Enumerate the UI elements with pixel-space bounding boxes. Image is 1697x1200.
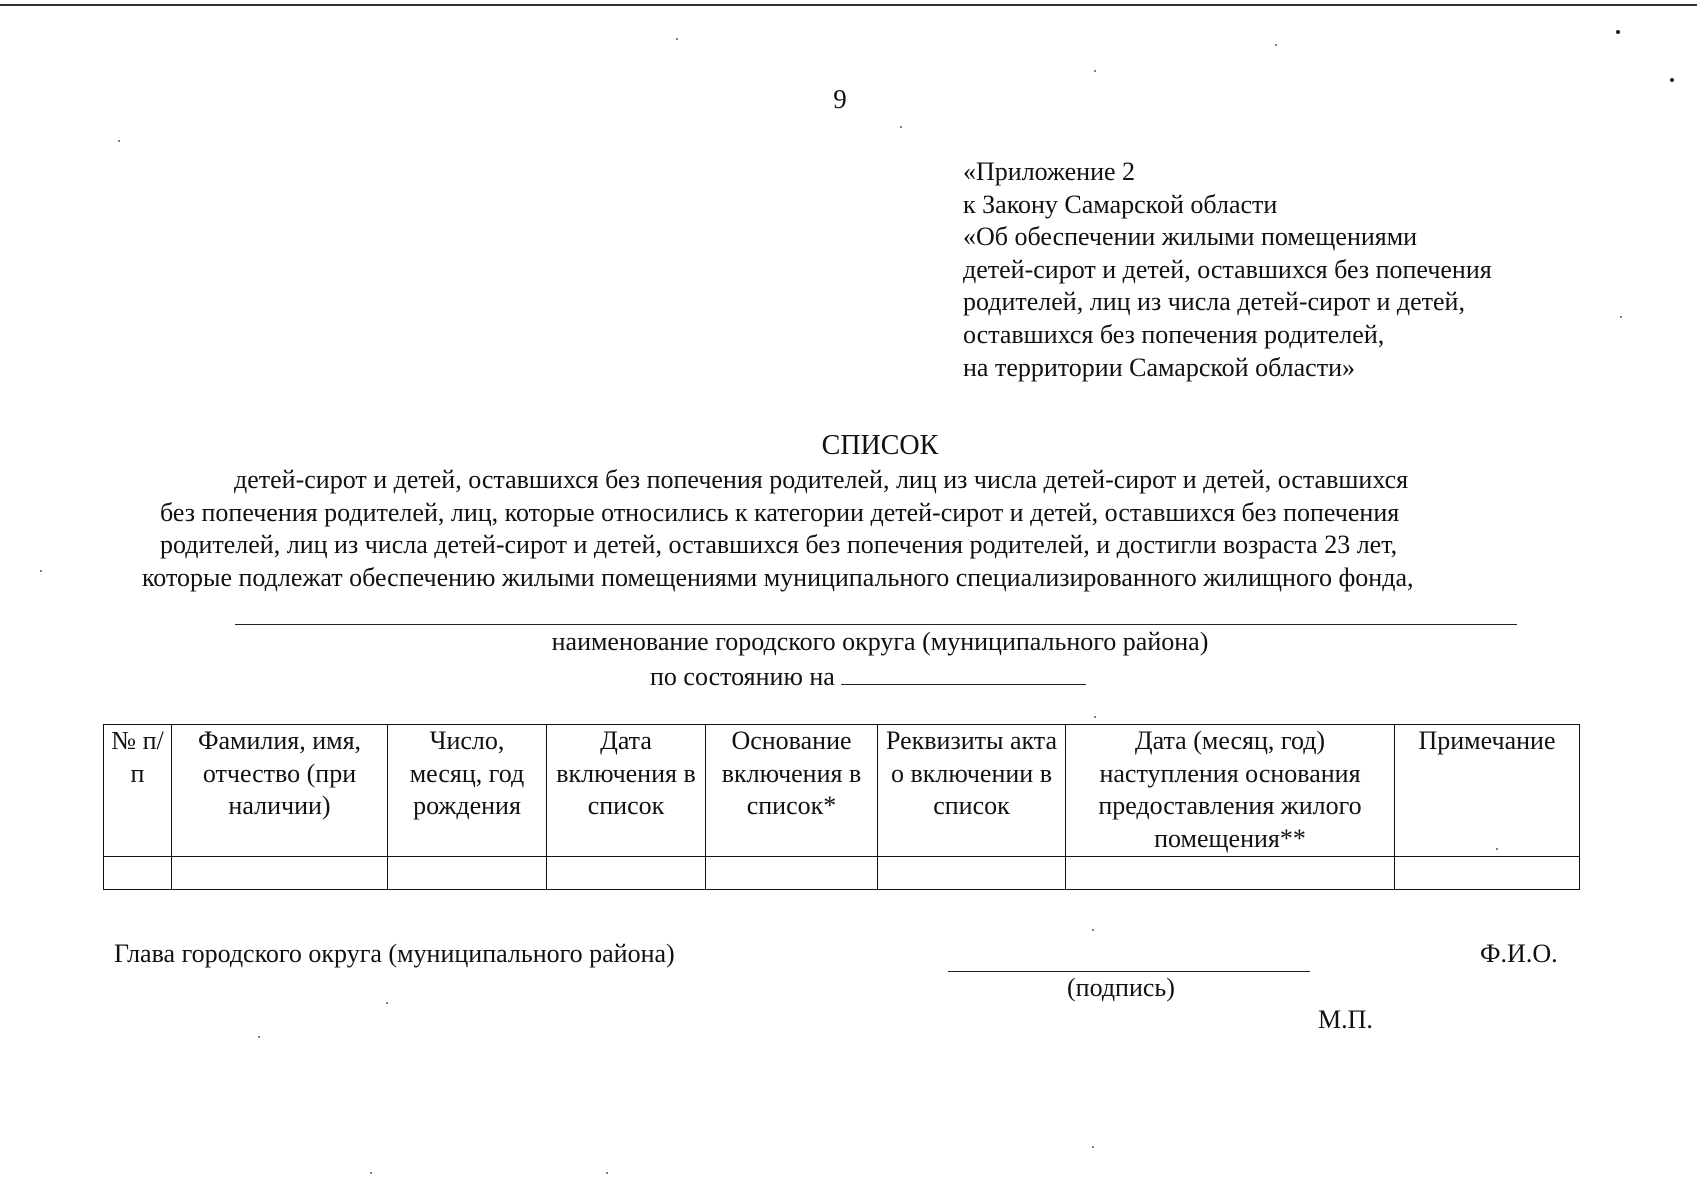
scan-speck — [1092, 1146, 1094, 1148]
column-header-inclusion-date: Дата включения в список — [547, 725, 706, 857]
orphans-register-table — [103, 724, 1580, 890]
scan-speck — [370, 1172, 372, 1174]
scan-speck — [606, 1172, 608, 1174]
annex-line: на территории Самарской области» — [963, 352, 1355, 382]
table-cell — [1395, 857, 1580, 890]
table-row — [104, 857, 1580, 890]
list-description-line — [142, 562, 1414, 595]
table-cell — [104, 857, 172, 890]
scan-speck — [1620, 316, 1622, 318]
top-border-line — [0, 4, 1697, 6]
scan-speck — [1094, 70, 1096, 72]
head-of-district-label: Глава городского округа (муниципального района) — [114, 939, 675, 968]
column-header-inclusion-basis: Основание включения в список* — [706, 725, 878, 857]
scan-speck — [1496, 848, 1498, 850]
scan-speck — [1094, 716, 1096, 718]
scan-speck — [118, 140, 120, 142]
table-cell — [172, 857, 388, 890]
table-cell — [388, 857, 547, 890]
column-header-act-details: Реквизиты акта о включении в список — [878, 725, 1066, 857]
list-description-line — [160, 529, 1397, 562]
list-description-line — [160, 497, 1399, 530]
full-name-label: Ф.И.О. — [1480, 939, 1558, 968]
annex-header — [963, 156, 1603, 384]
table-header-row — [104, 725, 1580, 857]
table-cell — [547, 857, 706, 890]
column-header-full-name: Фамилия, имя, отчество (при наличии) — [172, 725, 388, 857]
as-of-label: по состоянию на — [650, 662, 835, 691]
as-of-date-blank — [841, 660, 1086, 685]
scan-speck — [258, 1036, 260, 1038]
list-description-text: которые подлежат обеспечению жилыми помещениями муниципального специализированного жилищного фонда, — [142, 562, 1414, 592]
list-description-line — [234, 464, 1408, 497]
table-cell — [878, 857, 1066, 890]
list-title: СПИСОК — [821, 430, 939, 461]
annex-line: оставшихся без попечения родителей, — [963, 319, 1385, 349]
page-number: 9 — [833, 84, 847, 114]
scan-speck — [900, 126, 902, 128]
annex-line: «Об обеспечении жилыми помещениями — [963, 222, 1418, 252]
list-description-text: детей-сирот и детей, оставшихся без попечения родителей, лиц из числа детей-сирот и детей, оставшихся — [234, 465, 1409, 494]
scan-speck — [676, 38, 678, 40]
scan-speck — [1092, 929, 1094, 931]
as-of-date — [650, 660, 1086, 692]
annex-line: детей-сирот и детей, оставшихся без попечения — [963, 254, 1492, 284]
annex-line: к Закону Самарской области — [963, 189, 1278, 219]
column-header-note: Примечание — [1395, 725, 1580, 857]
list-description-text: без попечения родителей, лиц, которые относились к категории детей-сирот и детей, оставшихся без попечения — [160, 497, 1400, 527]
column-header-number: № п/п — [104, 725, 172, 857]
municipality-name-blank — [235, 624, 1517, 625]
list-description-text: родителей, лиц из числа детей-сирот и детей, оставшихся без попечения родителей, и достигли возраста 23 лет, — [160, 530, 1398, 559]
municipality-caption: наименование городского округа (муниципального района) — [551, 627, 1209, 656]
table-cell — [706, 857, 878, 890]
scan-speck — [40, 570, 42, 572]
column-header-housing-date: Дата (месяц, год) наступления основания предоставления жилого помещения** — [1066, 725, 1395, 857]
scan-speck — [1275, 44, 1277, 46]
table-cell — [1066, 857, 1395, 890]
signature-blank — [948, 971, 1310, 972]
column-header-birth-date: Число, месяц, год рождения — [388, 725, 547, 857]
scan-speck — [386, 1002, 388, 1004]
signature-caption: (подпись) — [1067, 973, 1175, 1002]
seal-place-label: М.П. — [1318, 1005, 1373, 1034]
annex-line: «Приложение 2 — [963, 157, 1136, 186]
scan-speck — [1670, 78, 1674, 82]
scan-speck — [1616, 30, 1620, 34]
annex-line: родителей, лиц из числа детей-сирот и детей, — [963, 287, 1465, 317]
